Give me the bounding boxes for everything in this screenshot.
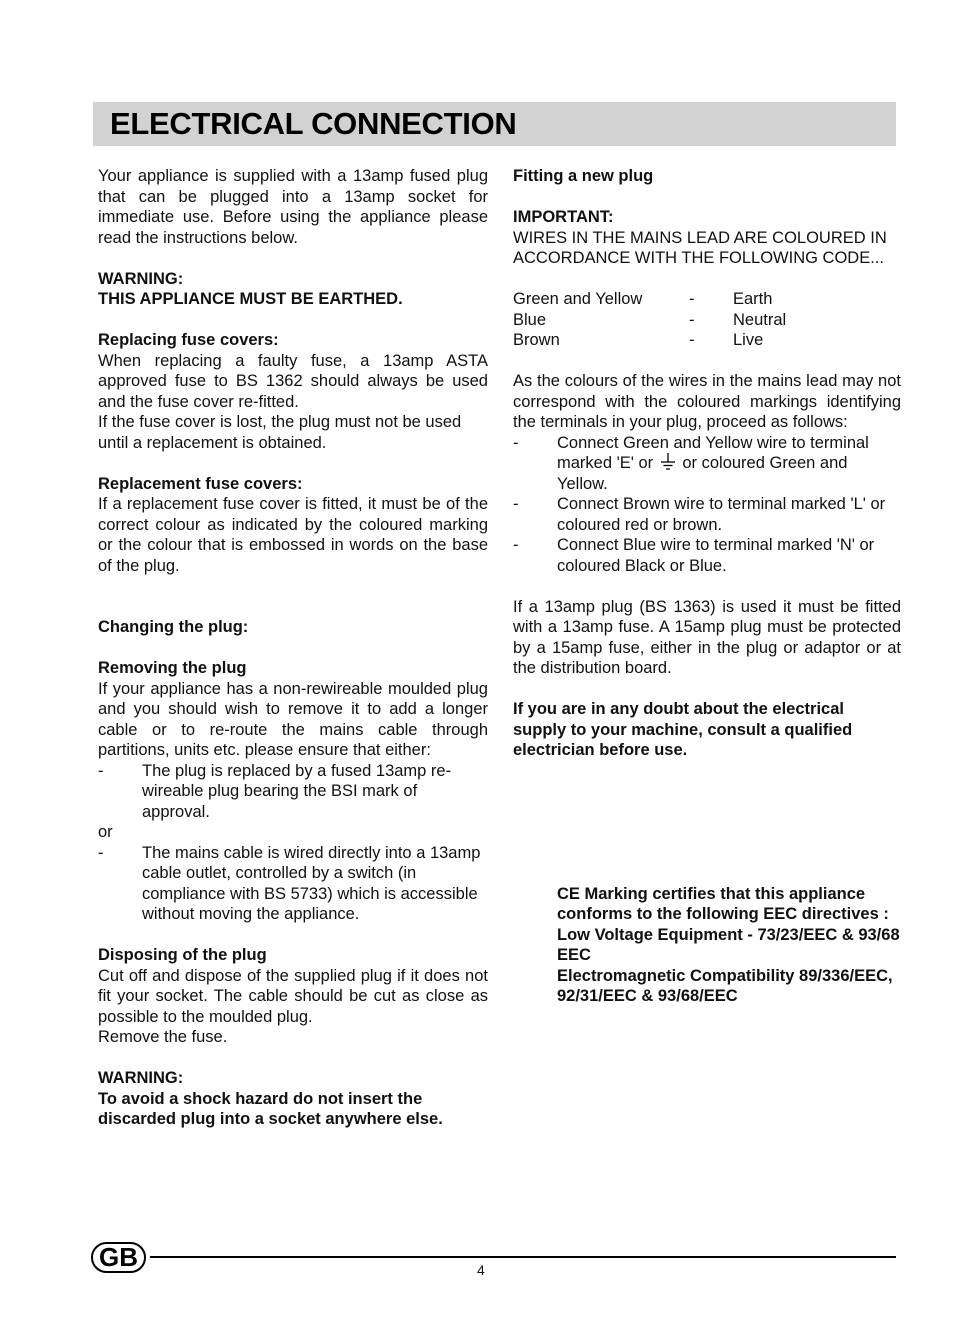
step-green-yellow-text-end: or coloured Green and Yellow.: [557, 454, 848, 493]
remove-fuse-text: Remove the fuse.: [98, 1028, 228, 1046]
plug-option-replace: The plug is replaced by a fused 13amp re-wireable plug bearing the BSI mark of approval.: [142, 761, 452, 821]
list-item: [513, 494, 901, 535]
wire-dash: -: [689, 331, 695, 349]
wire-code-row: [513, 330, 901, 351]
right-column: [513, 166, 901, 1007]
fuse-rating-paragraph: If a 13amp plug (BS 1363) is used it must be fitted with a 13amp fuse. A 15amp plug must be protected by a 15amp fuse, either in the plug or adaptor or at the distribution board.: [513, 597, 901, 677]
section-header-bar: [93, 102, 896, 146]
bullet-dash: -: [513, 495, 519, 513]
wire-meaning: Live: [733, 331, 764, 349]
wire-meaning: Neutral: [733, 310, 787, 329]
wire-meaning: Earth: [733, 290, 773, 308]
wire-colour: Blue: [513, 310, 547, 329]
important-text: WIRES IN THE MAINS LEAD ARE COLOURED IN ACCORDANCE WITH THE FOLLOWING CODE...: [513, 228, 887, 267]
step-green-yellow: [557, 433, 901, 495]
replacement-fuse-text: If a replacement fuse cover is fitted, it must be of the correct colour as indicated by the coloured marking or the colour that is embossed in words on the base of the plug.: [98, 495, 488, 575]
bullet-dash: -: [513, 536, 519, 554]
earthed-warning-text: THIS APPLIANCE MUST BE EARTHED.: [98, 290, 403, 308]
wire-colour: Brown: [513, 331, 560, 349]
list-item: [513, 535, 901, 576]
left-column: [98, 166, 488, 1130]
list-item: [98, 843, 488, 925]
replacing-fuse-text: When replacing a faulty fuse, a 13amp ASTA approved fuse to BS 1362 should always be used and the fuse cover re-fitted.: [98, 351, 488, 411]
warning-heading: WARNING:: [98, 1069, 184, 1087]
or-text: or: [98, 823, 113, 841]
removing-plug-text: If your appliance has a non-rewireable moulded plug and you should wish to remove it to add a longer cable or to re-route the mains cable through partitions, units etc. please ensure that either:: [98, 679, 488, 759]
important-heading: IMPORTANT:: [513, 208, 614, 226]
emc-directive: Electromagnetic Compatibility 89/336/EEC, 92/31/EEC & 93/68/EEC: [557, 966, 893, 1005]
disposing-plug-text: Cut off and dispose of the supplied plug if it does not fit your socket. The cable should be cut as close as possible to the moulded plug.: [98, 966, 488, 1026]
wire-dash: -: [689, 310, 695, 329]
wire-dash: -: [689, 290, 695, 308]
footer-divider: [150, 1256, 896, 1258]
changing-plug-heading: Changing the plug:: [98, 618, 249, 636]
wire-colour: Green and Yellow: [513, 290, 643, 308]
fitting-new-plug-heading: Fitting a new plug: [513, 167, 654, 185]
page-title: ELECTRICAL CONNECTION: [110, 106, 517, 141]
electrician-advice: If you are in any doubt about the electrical supply to your machine, consult a qualified electrician before use.: [513, 700, 853, 759]
warning-heading: WARNING:: [98, 269, 184, 288]
shock-hazard-warning-text: To avoid a shock hazard do not insert the discarded plug into a socket anywhere else.: [98, 1089, 443, 1128]
bullet-dash: -: [513, 433, 519, 452]
disposing-plug-heading: Disposing of the plug: [98, 946, 267, 964]
page-number: 4: [477, 1262, 485, 1278]
intro-paragraph: Your appliance is supplied with a 13amp fused plug that can be plugged into a 13amp socket for immediate use. Before using the appliance please read the instructions below.: [98, 167, 488, 247]
earth-symbol-icon: [660, 453, 676, 471]
country-badge: GB: [91, 1242, 146, 1273]
step-blue: Connect Blue wire to terminal marked 'N' or coloured Black or Blue.: [557, 536, 875, 575]
bullet-dash: -: [98, 843, 104, 862]
replacing-fuse-covers-heading: Replacing fuse covers:: [98, 331, 279, 349]
wire-code-row: [513, 289, 901, 310]
step-brown: Connect Brown wire to terminal marked 'L' or coloured red or brown.: [557, 495, 886, 534]
replacement-fuse-covers-heading: Replacement fuse covers:: [98, 474, 303, 493]
list-item: [513, 433, 901, 495]
ce-marking-statement: CE Marking certifies that this appliance conforms to the following EEC directives :: [557, 884, 889, 923]
wire-colours-paragraph: As the colours of the wires in the mains lead may not correspond with the coloured markings identifying the terminals in your plug, proceed as follows:: [513, 372, 901, 431]
plug-option-direct-wire: The mains cable is wired directly into a 13amp cable outlet, controlled by a switch (in compliance with BS 5733) which is accessible without moving the appliance.: [142, 843, 481, 923]
list-item: [98, 761, 488, 823]
removing-plug-heading: Removing the plug: [98, 659, 247, 677]
wire-code-row: [513, 310, 901, 331]
lost-fuse-cover-text: If the fuse cover is lost, the plug must not be used until a replacement is obtained.: [98, 413, 462, 452]
bullet-dash: -: [98, 761, 104, 780]
low-voltage-directive: Low Voltage Equipment - 73/23/EEC & 93/68 EEC: [557, 925, 900, 964]
step-green-yellow-text: Connect Green and Yellow wire to terminal marked 'E' or: [557, 433, 869, 472]
